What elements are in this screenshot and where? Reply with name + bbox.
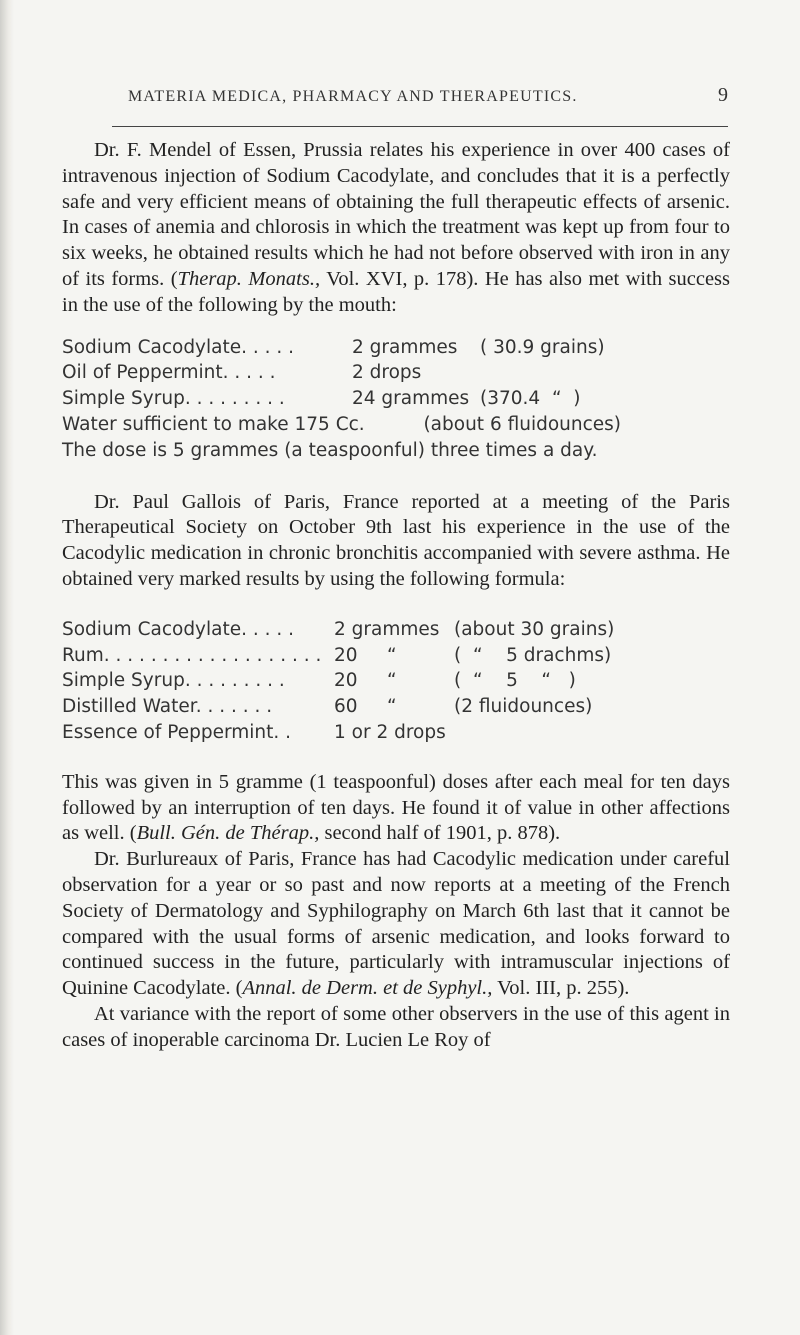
paragraph-le-roy: At variance with the report of some other observers in the use of this agent in cases of inoperable carcinoma Dr. Lucien Le Roy of [62,1002,730,1051]
citation: Annal. de Derm. et de Syphyl., [242,977,493,1000]
paragraph-gallois: Dr. Paul Gallois of Paris, France reported at a meeting of the Paris Therapeutical Society on October 9th last his experience in the use of the Cacodylic medication in chronic bronchitis accompanied with severe asthma. He obtained very marked results by using the following formula: [62,490,730,590]
formula-row: Oil of Peppermint. . . . . 2 drops [62,362,422,384]
formula-row: Simple Syrup. . . . . . . . . 20 “ ( “ 5 “ ) [62,670,576,692]
page-number: 9 [718,84,728,106]
formula-row: Sodium Cacodylate. . . . . 2 grammes ( 30.9 grains) [62,336,605,358]
formula-row: Simple Syrup. . . . . . . . . 24 grammes (370.4 “ ) [62,388,581,410]
formula-row: Essence of Peppermint. . 1 or 2 drops [62,721,446,743]
formula-gallois [62,617,730,746]
header-rule [112,126,728,127]
paragraph-burlureaux: Dr. Burlureaux of Paris, France has had Cacodylic medication under careful observation for a year or so past and now reports at a meeting of the French Society of Dermatology and Syphilography on March 6th last that it cannot be compared with the usual forms of arsenic medication, and looks forward to continued success in the future, particularly with intramuscular injections of Quinine Cacodylate. (Annal. de Derm. et de Syphyl., Vol. III, p. 255). [62,848,730,1000]
citation: Therap. Monats., [177,267,321,290]
running-header [128,84,728,106]
citation: Bull. Gén. de Thérap., [136,822,320,845]
formula-mendel [62,335,730,464]
dose-note: The dose is 5 grammes (a teaspoonful) three times a day. [62,439,598,461]
formula-row: Rum. . . . . . . . . . . . . . . . . . . 20 “ ( “ 5 drachms) [62,644,612,666]
formula-row: Sodium Cacodylate. . . . . 2 grammes (about 30 grains) [62,618,615,640]
paragraph-mendel: Dr. F. Mendel of Essen, Prussia relates his experience in over 400 cases of intravenous injection of Sodium Cacodylate, and concludes that it is a perfectly safe and very efficient means of obtaining the full therapeutic effects of arsenic. In cases of anemia and chlorosis in which the treatment was kept up from four to six weeks, he obtained results which he had not before observed with iron in any of its forms. (Therap. Monats., Vol. XVI, p. 178). He has also met with success in the use of the following by the mouth: [62,139,730,316]
body-text [62,138,730,1054]
formula-row: Distilled Water. . . . . . . 60 “ (2 fluidounces) [62,696,593,718]
formula-row: Water sufficient to make 175 Cc. (about 6 fluidounces) [62,413,622,435]
page-gutter-shadow [0,0,14,1335]
running-title: MATERIA MEDICA, PHARMACY AND THERAPEUTICS. [128,88,578,105]
paragraph-dosage: This was given in 5 gramme (1 teaspoonful) doses after each meal for ten days followed by an interruption of ten days. He found it of value in other affections as well. (Bull. Gén. de Thérap., second half of 1901, p. 878). [62,770,730,845]
